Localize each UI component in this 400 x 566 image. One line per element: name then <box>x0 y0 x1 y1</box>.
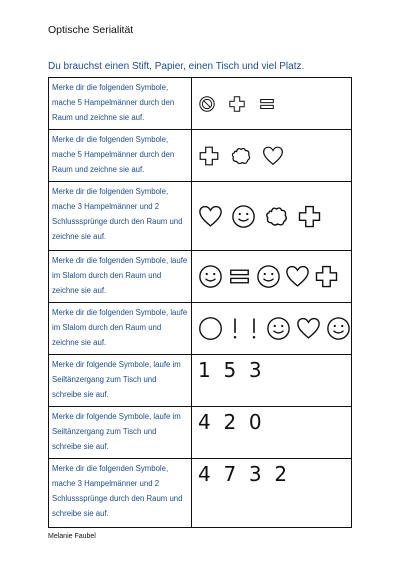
cross-icon <box>198 145 220 167</box>
smiley-icon <box>231 204 256 229</box>
exclamation-icon <box>228 316 242 341</box>
smiley-icon <box>198 264 223 289</box>
task-instruction: Merke dir folgende Symbole, laufe im Seiltänzergang zum Tisch und schreibe sie auf. <box>49 355 192 407</box>
task-instruction: Merke dir die folgenden Symbole, mache 5 Hampelmänner durch den Raum und zeichne sie auf. <box>49 78 192 130</box>
task-row <box>49 251 352 303</box>
task-row <box>49 459 352 528</box>
task-row <box>49 355 352 407</box>
number-sequence: 1 5 3 <box>198 358 262 382</box>
heart-icon <box>262 145 284 167</box>
exclamation-icon <box>247 316 261 341</box>
smiley-icon <box>256 264 281 289</box>
task-instruction: Merke dir die folgenden Symbole, laufe im Slalom durch den Raum und zeichne sie auf. <box>49 251 192 303</box>
task-symbols <box>192 78 352 130</box>
circle-slash-icon <box>198 95 216 113</box>
heart-icon <box>198 204 223 229</box>
page-title: Optische Serialität <box>48 24 134 36</box>
author-footer: Melanie Faubel <box>48 533 96 540</box>
equal-icon <box>258 95 276 113</box>
task-row <box>49 78 352 130</box>
heart-icon <box>296 316 321 341</box>
task-instruction: Merke dir die folgenden Symbole, mache 5 Hampelmänner durch den Raum und zeichne sie auf. <box>49 130 192 182</box>
task-row <box>49 407 352 459</box>
circle-icon <box>198 316 223 341</box>
task-symbols <box>192 355 352 407</box>
task-instruction: Merke dir die folgenden Symbole, mache 3 Hampelmänner und 2 Schlusssprünge durch den Raum und zeichne sie auf. <box>49 182 192 251</box>
task-row <box>49 182 352 251</box>
cross-icon <box>297 204 322 229</box>
task-symbols <box>192 182 352 251</box>
equal-icon <box>227 264 252 289</box>
task-symbols <box>192 407 352 459</box>
cross-icon <box>228 95 246 113</box>
cross-icon <box>314 264 339 289</box>
task-instruction: Merke dir die folgenden Symbole, mache 3 Hampelmänner und 2 Schlusssprünge durch den Raum und schreibe sie auf. <box>49 459 192 528</box>
task-table <box>48 77 352 528</box>
task-instruction: Merke dir folgende Symbole, laufe im Seiltänzergang zum Tisch und schreibe sie auf. <box>49 407 192 459</box>
materials-note: Du brauchst einen Stift, Papier, einen Tisch und viel Platz. <box>48 61 305 72</box>
task-symbols <box>192 130 352 182</box>
number-sequence: 4 2 0 <box>198 410 262 434</box>
smiley-icon <box>266 316 291 341</box>
task-instruction: Merke dir die folgenden Symbole, laufe im Slalom durch den Raum und zeichne sie auf. <box>49 303 192 355</box>
smiley-icon <box>326 316 351 341</box>
cloud-icon <box>230 145 252 167</box>
number-sequence: 4 7 3 2 <box>198 462 288 486</box>
task-row <box>49 130 352 182</box>
cloud-icon <box>264 204 289 229</box>
task-symbols <box>192 303 352 355</box>
task-row <box>49 303 352 355</box>
heart-icon <box>285 264 310 289</box>
task-symbols <box>192 459 352 528</box>
task-symbols <box>192 251 352 303</box>
